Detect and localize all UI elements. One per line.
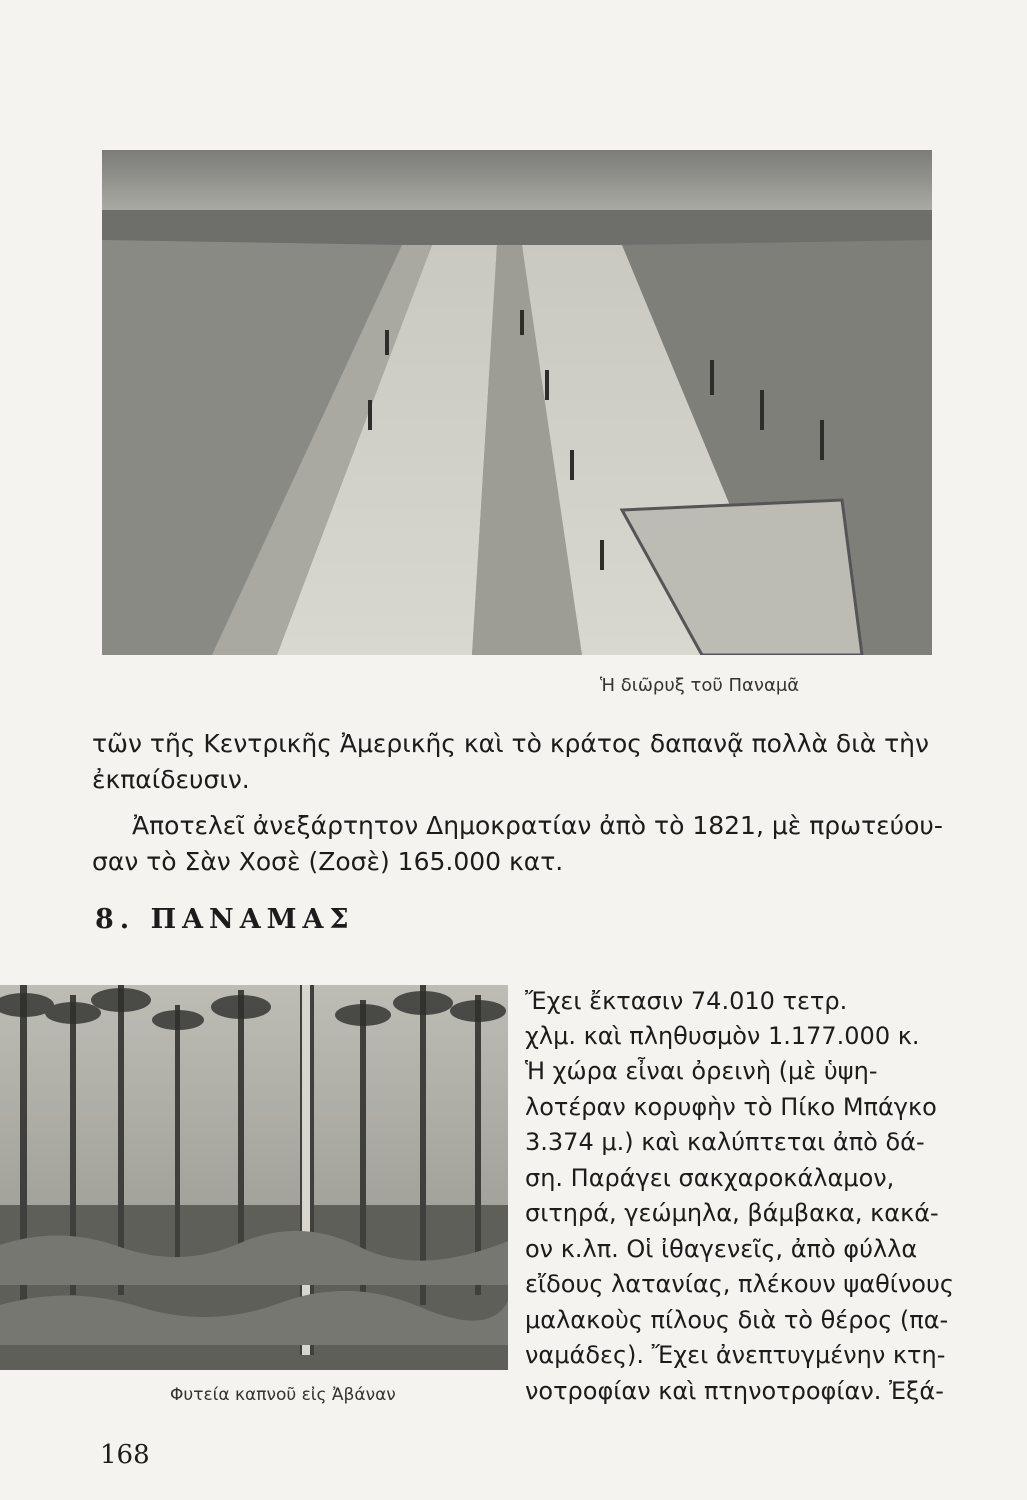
- paragraph-line: τῶν τῆς Κεντρικῆς Ἀμερικῆς καὶ τὸ κράτος δαπανᾷ πολλὰ διὰ τὴν: [92, 729, 929, 758]
- tobacco-plantation-photo: [0, 985, 508, 1370]
- paragraph-line: ἐκπαίδευσιν.: [92, 765, 250, 794]
- tobacco-photo-caption: Φυτεία καπνοῦ εἰς Ἀβάναν: [170, 1385, 396, 1405]
- column-line: χλμ. καὶ πληθυσμὸν 1.177.000 κ.: [525, 1022, 920, 1050]
- column-line: Ἔχει ἔκτασιν 74.010 τετρ.: [525, 987, 848, 1015]
- paragraph-line: σαν τὸ Σὰν Χοσὲ (Ζοσὲ) 165.000 κατ.: [92, 847, 564, 876]
- column-line: Ἡ χώρα εἶναι ὀρεινὴ (μὲ ὑψη-: [525, 1057, 878, 1085]
- column-line: λοτέραν κορυφὴν τὸ Πίκο Μπάγκο: [525, 1093, 937, 1121]
- panama-canal-photo: [102, 150, 932, 655]
- column-line: μαλακοὺς πίλους διὰ τὸ θέρος (πα-: [525, 1306, 949, 1334]
- column-line: εἴδους λατανίας, πλέκουν ψαθίνους: [525, 1270, 954, 1298]
- column-line: σιτηρά, γεώμηλα, βάμβακα, κακά-: [525, 1199, 939, 1227]
- section-heading: 8. ΠΑΝΑΜΑΣ: [95, 904, 355, 935]
- column-line: ον κ.λπ. Οἱ ἰθαγενεῖς, ἀπὸ φύλλα: [525, 1235, 918, 1263]
- page-number: 168: [100, 1440, 150, 1470]
- column-line: ση. Παράγει σακχαροκάλαμον,: [525, 1164, 895, 1192]
- canal-photo-caption: Ἡ διῶρυξ τοῦ Παναμᾶ: [600, 675, 800, 696]
- column-line: νοτροφίαν καὶ πτηνοτροφίαν. Ἐξά-: [525, 1377, 944, 1405]
- column-line: 3.374 μ.) καὶ καλύπτεται ἀπὸ δά-: [525, 1128, 925, 1156]
- paragraph-line: Ἀποτελεῖ ἀνεξάρτητον Δημοκρατίαν ἀπὸ τὸ 1821, μὲ πρωτεύου-: [132, 811, 943, 840]
- column-line: ναμάδες). Ἔχει ἀνεπτυγμένην κτη-: [525, 1341, 946, 1369]
